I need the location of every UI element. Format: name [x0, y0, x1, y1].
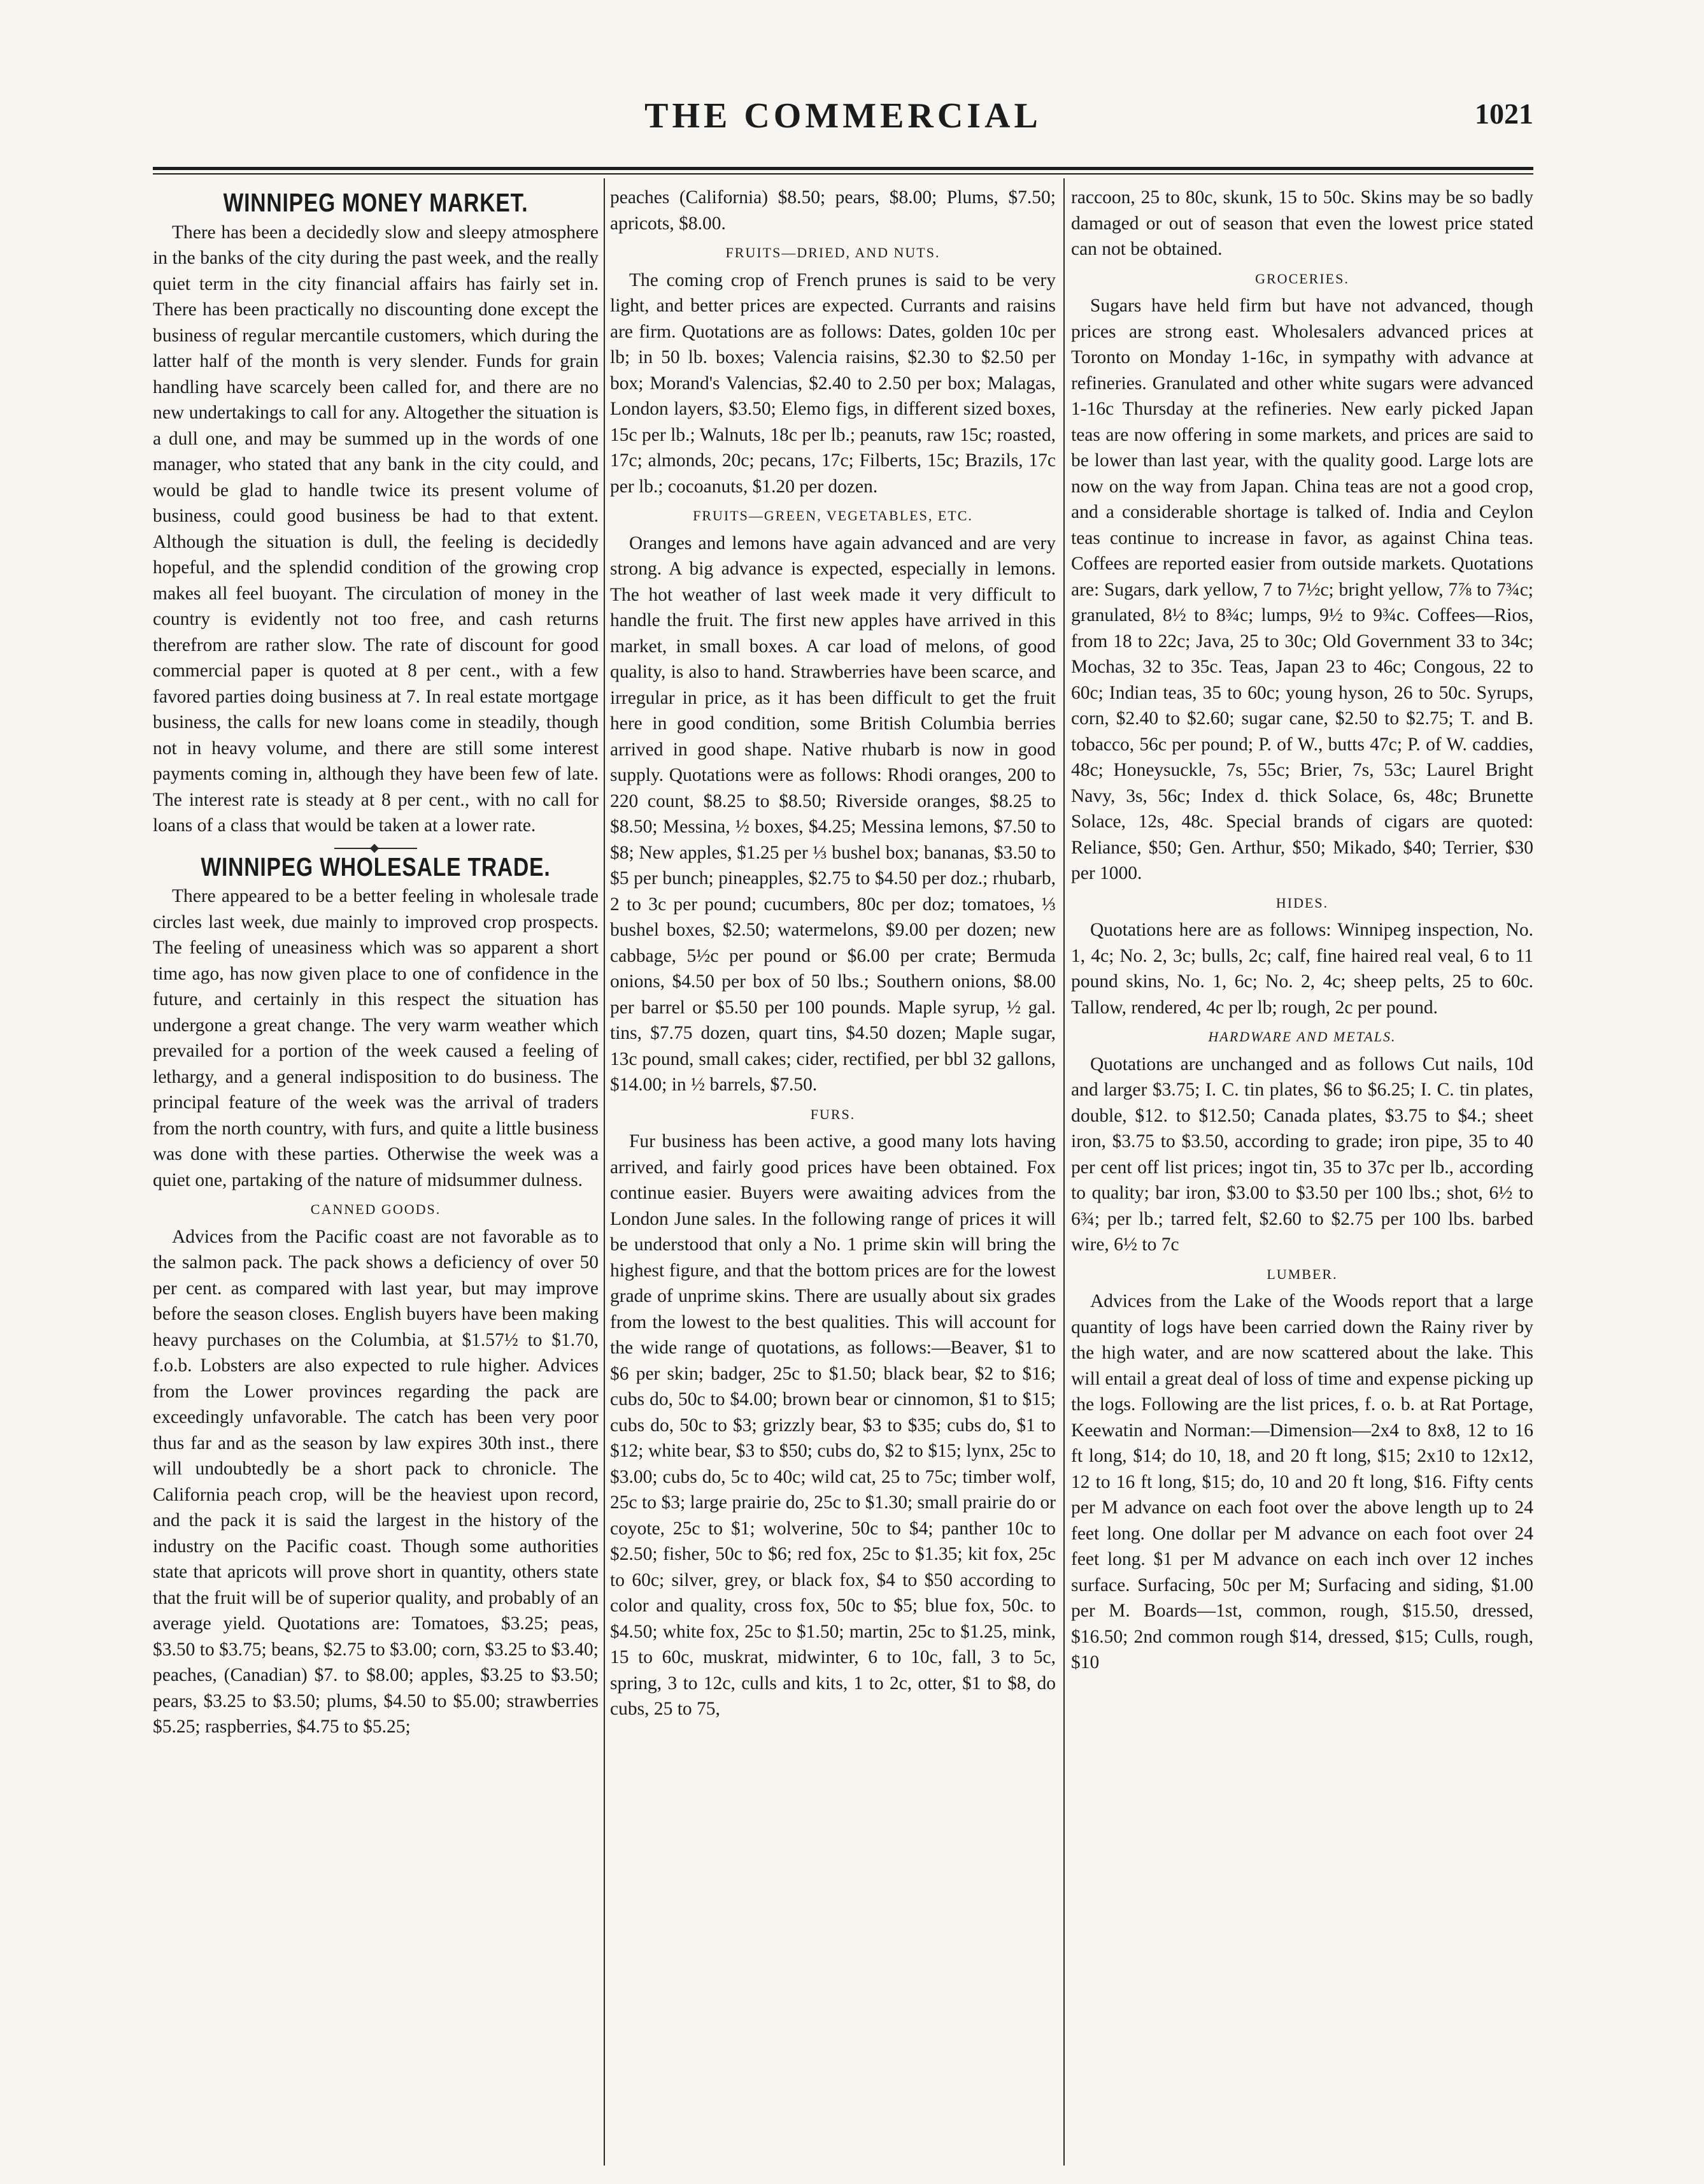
- page-number: 1021: [1475, 97, 1533, 130]
- wholesale-trade-body: There appeared to be a better feeling in wholesale trade circles last week, due mainly to improved crop prospects. The feeling of uneasiness which was so apparent a short time ago, has now given place to one of confidence in the future, and certainly in this respect the situation has undergone a great change. The very warm weather which prevailed for a portion of the week caused a feeling of lethargy, and a general indisposition to do business. The principal feature of the week was the arrival of traders from the north country, with furs, and quite a little business was done with these parties. Otherwise the week was a quiet one, partaking of the nature of midsummer dulness.: [153, 886, 599, 1190]
- hides-heading: HIDES.: [1275, 894, 1329, 911]
- hides-body: Quotations here are as follows: Winnipeg inspection, No. 1, 4c; No. 2, 3c; bulls, 2c; calf, fine haired real veal, 6 to 11 pound skins, No. 1, 6c; No. 2, 4c; sheep pelts, 25 to 60c. Tallow, rendered, 4c per lb; rough, 2c per pound.: [1071, 920, 1533, 1018]
- canned-goods-body: Advices from the Pacific coast are not favorable as to the salmon pack. The pack shows a deficiency of over 50 per cent. as compared with last year, but may improve before the season closes. English buyers have been making heavy purchases on the Columbia, at $1.57½ to $1.70, f.o.b. Lobsters are also expected to rule higher. Advices from the Lower provinces regarding the pack are exceedingly unfavorable. The catch has been very poor thus far and as the season by law expires 30th inst., there will undoubtedly be a short pack to chronicle. The California peach crop, will be the heaviest upon record, and the pack it is said the largest in the history of the industry on the Pacific coast. Though some authorities state that apricots will prove short in quantity, others state that the fruit will be of superior quality, and probably of an average yield. Quotations are: Tomatoes, $3.25; peas, $3.50 to $3.75; beans, $2.75 to $3.00; corn, $3.25 to $3.40; peaches, (Canadian) $7. to $8.00; apples, $3.25 to $3.50; pears, $3.25 to $3.50; plums, $4.50 to $5.00; strawberries $5.25; raspberries, $4.75 to $5.25;: [153, 1226, 599, 1737]
- newspaper-title: THE COMMERCIAL: [644, 96, 1042, 136]
- masthead: [153, 96, 1533, 159]
- fruits-green-body: Oranges and lemons have again advanced and are very strong. A big advance is expected, especially in lemons. The hot weather of last week made it very difficult to handle the fruit. The first new apples have arrived in this market, in small boxes. A car load of melons, of good quality, is also to hand. Strawberries have been scarce, and irregular in price, as it has been difficult to get the fruit here in good condition, some British Columbia berries arrived in good shape. Native rhubarb is now in good supply. Quotations were as follows: Rhodi oranges, 200 to 220 count, $8.25 to $8.50; Riverside oranges, $8.25 to $8.50; Messina, ½ boxes, $4.25; Messina lemons, $7.50 to $8; New apples, $1.25 per ⅓ bushel box; bananas, $3.50 to $5 per bunch; pineapples, $2.75 to $4.50 per doz.; rhubarb, 2 to 3c per pound; cucumbers, 80c per doz; tomatoes, ⅓ bushel boxes, $2.50; watermelons, $9.00 per dozen; new cabbage, 5½c per pound or $6.00 per crate; Bermuda onions, $4.50 per box of 50 lbs.; Southern onions, $8.00 per barrel or $5.50 per 100 pounds. Maple syrup, ½ gal. tins, $7.75 dozen, quart tins, $4.50 dozen; Maple sugar, 13c pound, small cakes; cider, rectified, per bbl 32 gallons, $14.00; in ½ barrels, $7.50.: [610, 532, 1056, 1095]
- fruits-green-heading: FRUITS—GREEN, VEGETABLES, ETC.: [693, 508, 973, 524]
- column-1: [153, 185, 599, 2166]
- column-3: [1071, 185, 1533, 2166]
- lumber-heading: LUMBER.: [1267, 1266, 1338, 1282]
- column-divider-1: [604, 178, 605, 2166]
- furs-continued: raccoon, 25 to 80c, skunk, 15 to 50c. Skins may be so badly damaged or out of season that even the lowest price stated can not be obtained.: [1071, 187, 1533, 259]
- furs-heading: FURS.: [810, 1106, 856, 1122]
- header-rule-thick: [153, 167, 1533, 170]
- hardware-heading: HARDWARE AND METALS.: [1208, 1029, 1396, 1045]
- fruits-dried-body: The coming crop of French prunes is said to be very light, and better prices are expected. Currants and raisins are firm. Quotations are as follows: Dates, golden 10c per lb; in 50 lb. boxes; Valencia raisins, $2.30 to $2.50 per box; Morand's Valencias, $2.40 to 2.50 per box; Malagas, London layers, $3.50; Elemo figs, in different sized boxes, 15c per lb.; Walnuts, 18c per lb.; peanuts, raw 15c; roasted, 17c; almonds, 20c; pecans, 17c; Filberts, 15c; Brazils, 17c per lb.; cocoanuts, $1.20 per dozen.: [610, 269, 1056, 497]
- column-2: [610, 185, 1056, 2166]
- hardware-body: Quotations are unchanged and as follows Cut nails, 10d and larger $3.75; I. C. tin plates, $6 to $6.25; I. C. tin plates, double, $12. to $12.50; Canada plates, $3.75 to $4.; sheet iron, $3.75 to $3.50, according to grade; iron pipe, 35 to 40 per cent off list prices; ingot tin, 35 to 37c per lb., according to quality; bar iron, $3.00 to $3.50 per 100 lbs.; shot, 6½ to 6¾; per lb.; tarred felt, $2.60 to $2.75 per 100 lbs. barbed wire, 6½ to 7c: [1071, 1053, 1533, 1255]
- section-divider: [334, 848, 417, 849]
- header-rule-thin: [153, 173, 1533, 175]
- money-market-heading: WINNIPEG MONEY MARKET.: [223, 188, 529, 217]
- canned-goods-heading: CANNED GOODS.: [310, 1201, 441, 1217]
- fruits-dried-heading: FRUITS—DRIED, AND NUTS.: [725, 245, 941, 261]
- furs-body: Fur business has been active, a good many lots having arrived, and fairly good prices have been obtained. Fox continue easier. Buyers were awaiting advices from the London June sales. In the following range of prices it will be understood that only a No. 1 prime skin will bring the highest figure, and that the bottom prices are for the lowest grade of unprime skins. There are usually about six grades from the lowest to the best qualities. This will account for the wide range of quotations, as follows:—Beaver, $1 to $6 per skin; badger, 25c to $1.50; black bear, $2 to $16; cubs do, 50c to $4.00; brown bear or cinnomon, $1 to $15; cubs do, 50c to $3; grizzly bear, $3 to $35; cubs do, $1 to $12; white bear, $3 to $50; cubs do, $2 to $15; lynx, 25c to $3.00; cubs do, 5c to 40c; wild cat, 25 to 75c; timber wolf, 25c to $3; large prairie do, 25c to $1.30; small prairie do or coyote, 25c to $1; wolverine, 50c to $4; panther 10c to $2.50; fisher, 50c to $6; red fox, 25c to $1.35; kit fox, 25c to 60c; silver, grey, or black fox, $4 to $50 according to color and quality, cross fox, 50c to $5; blue fox, 50c. to $4.50; white fox, 25c to $1.50; martin, 25c to $1.25, mink, 15 to 60c, muskrat, midwinter, 6 to 10c, fall, 3 to 5c, spring, 3 to 12c, culls and kits, 1 to 2c, otter, $1 to $8, do cubs, 25 to 75,: [610, 1131, 1056, 1719]
- money-market-body: There has been a decidedly slow and sleepy atmosphere in the banks of the city during the past week, and the really quiet term in the city financial affairs has fairly set in. There has been practically no discounting done except the business of regular mercantile customers, which during the latter half of the month is very slender. Funds for grain handling have scarcely been called for, and there are no new undertakings to call for any. Altogether the situation is a dull one, and may be summed up in the words of one manager, who stated that any bank in the city could, and would be glad to handle twice its present volume of business, could good business be had to that extent. Although the situation is dull, the feeling is decidedly hopeful, and the splendid condition of the growing crop makes all feel buoyant. The circulation of money in the country is evidently not too free, and cash returns therefrom are rather slow. The rate of discount for good commercial paper is quoted at 8 per cent., with a few favored parties doing business at 7. In real estate mortgage business, the calls for new loans come in steadily, though not in heavy volume, and there are still some interest payments coming in, although they have been few of late. The interest rate is steady at 8 per cent., with no call for loans of a class that would be taken at a lower rate.: [153, 222, 599, 836]
- canned-goods-continued: peaches (California) $8.50; pears, $8.00; Plums, $7.50; apricots, $8.00.: [610, 187, 1056, 234]
- column-divider-2: [1063, 178, 1065, 2166]
- groceries-heading: GROCERIES.: [1255, 270, 1349, 287]
- groceries-body: Sugars have held firm but have not advanced, though prices are strong east. Wholesalers advanced prices at Toronto on Monday 1-16c, in sympathy with advance at refineries. Granulated and other white sugars were advanced 1-16c Thursday at the refineries. New early picked Japan teas are now offering in some markets, and prices are said to be lower than last year, with the quality good. Large lots are now on the way from Japan. China teas are not a good crop, and a considerable shortage is talked of. India and Ceylon teas continue to increase in favor, as against China teas. Coffees are reported easier from outside markets. Quotations are: Sugars, dark yellow, 7 to 7½c; bright yellow, 7⅞ to 7¾c; granulated, 8½ to 8¾c; lumps, 9½ to 9¾c. Coffees—Rios, from 18 to 22c; Java, 25 to 30c; Old Government 33 to 34c; Mochas, 32 to 35c. Teas, Japan 23 to 46c; Congous, 22 to 60c; Indian teas, 35 to 60c; young hyson, 26 to 50c. Syrups, corn, $2.40 to $2.60; sugar cane, $2.50 to $2.75; T. and B. tobacco, 56c per pound; P. of W., butts 47c; P. of W. caddies, 48c; Honeysuckle, 7s, 55c; Brier, 7s, 53c; Laurel Bright Navy, 3s, 56c; Index d. thick Solace, 6s, 48c; Brunette Solace, 12s, 48c. Special brands of cigars are quoted: Reliance, $50; Gen. Arthur, $50; Mikado, $40; Terrier, $30 per 1000.: [1071, 296, 1533, 883]
- lumber-body: Advices from the Lake of the Woods report that a large quantity of logs have been carried down the Rainy river by the high water, and are now scattered about the lake. This will entail a great deal of loss of time and expense picking up the logs. Following are the list prices, f. o. b. at Rat Portage, Keewatin and Norman:—Dimension—2x4 to 8x8, 12 to 16 ft long, $14; do 10, 18, and 20 ft long, $15; 2x10 to 12x12, 12 to 16 ft long, $15; do, 10 and 20 ft long, $16. Fifty cents per M advance on each foot over the above length up to 24 feet long. One dollar per M advance on each foot over 24 feet long. $1 per M advance on each inch over 12 inches surface. Surfacing, 50c per M; Surfacing and siding, $1.00 per M. Boards—1st, common, rough, $15.50, dressed, $16.50; 2nd common rough $14, dressed, $15; Culls, rough, $10: [1071, 1291, 1533, 1673]
- wholesale-trade-heading: WINNIPEG WHOLESALE TRADE.: [201, 852, 551, 881]
